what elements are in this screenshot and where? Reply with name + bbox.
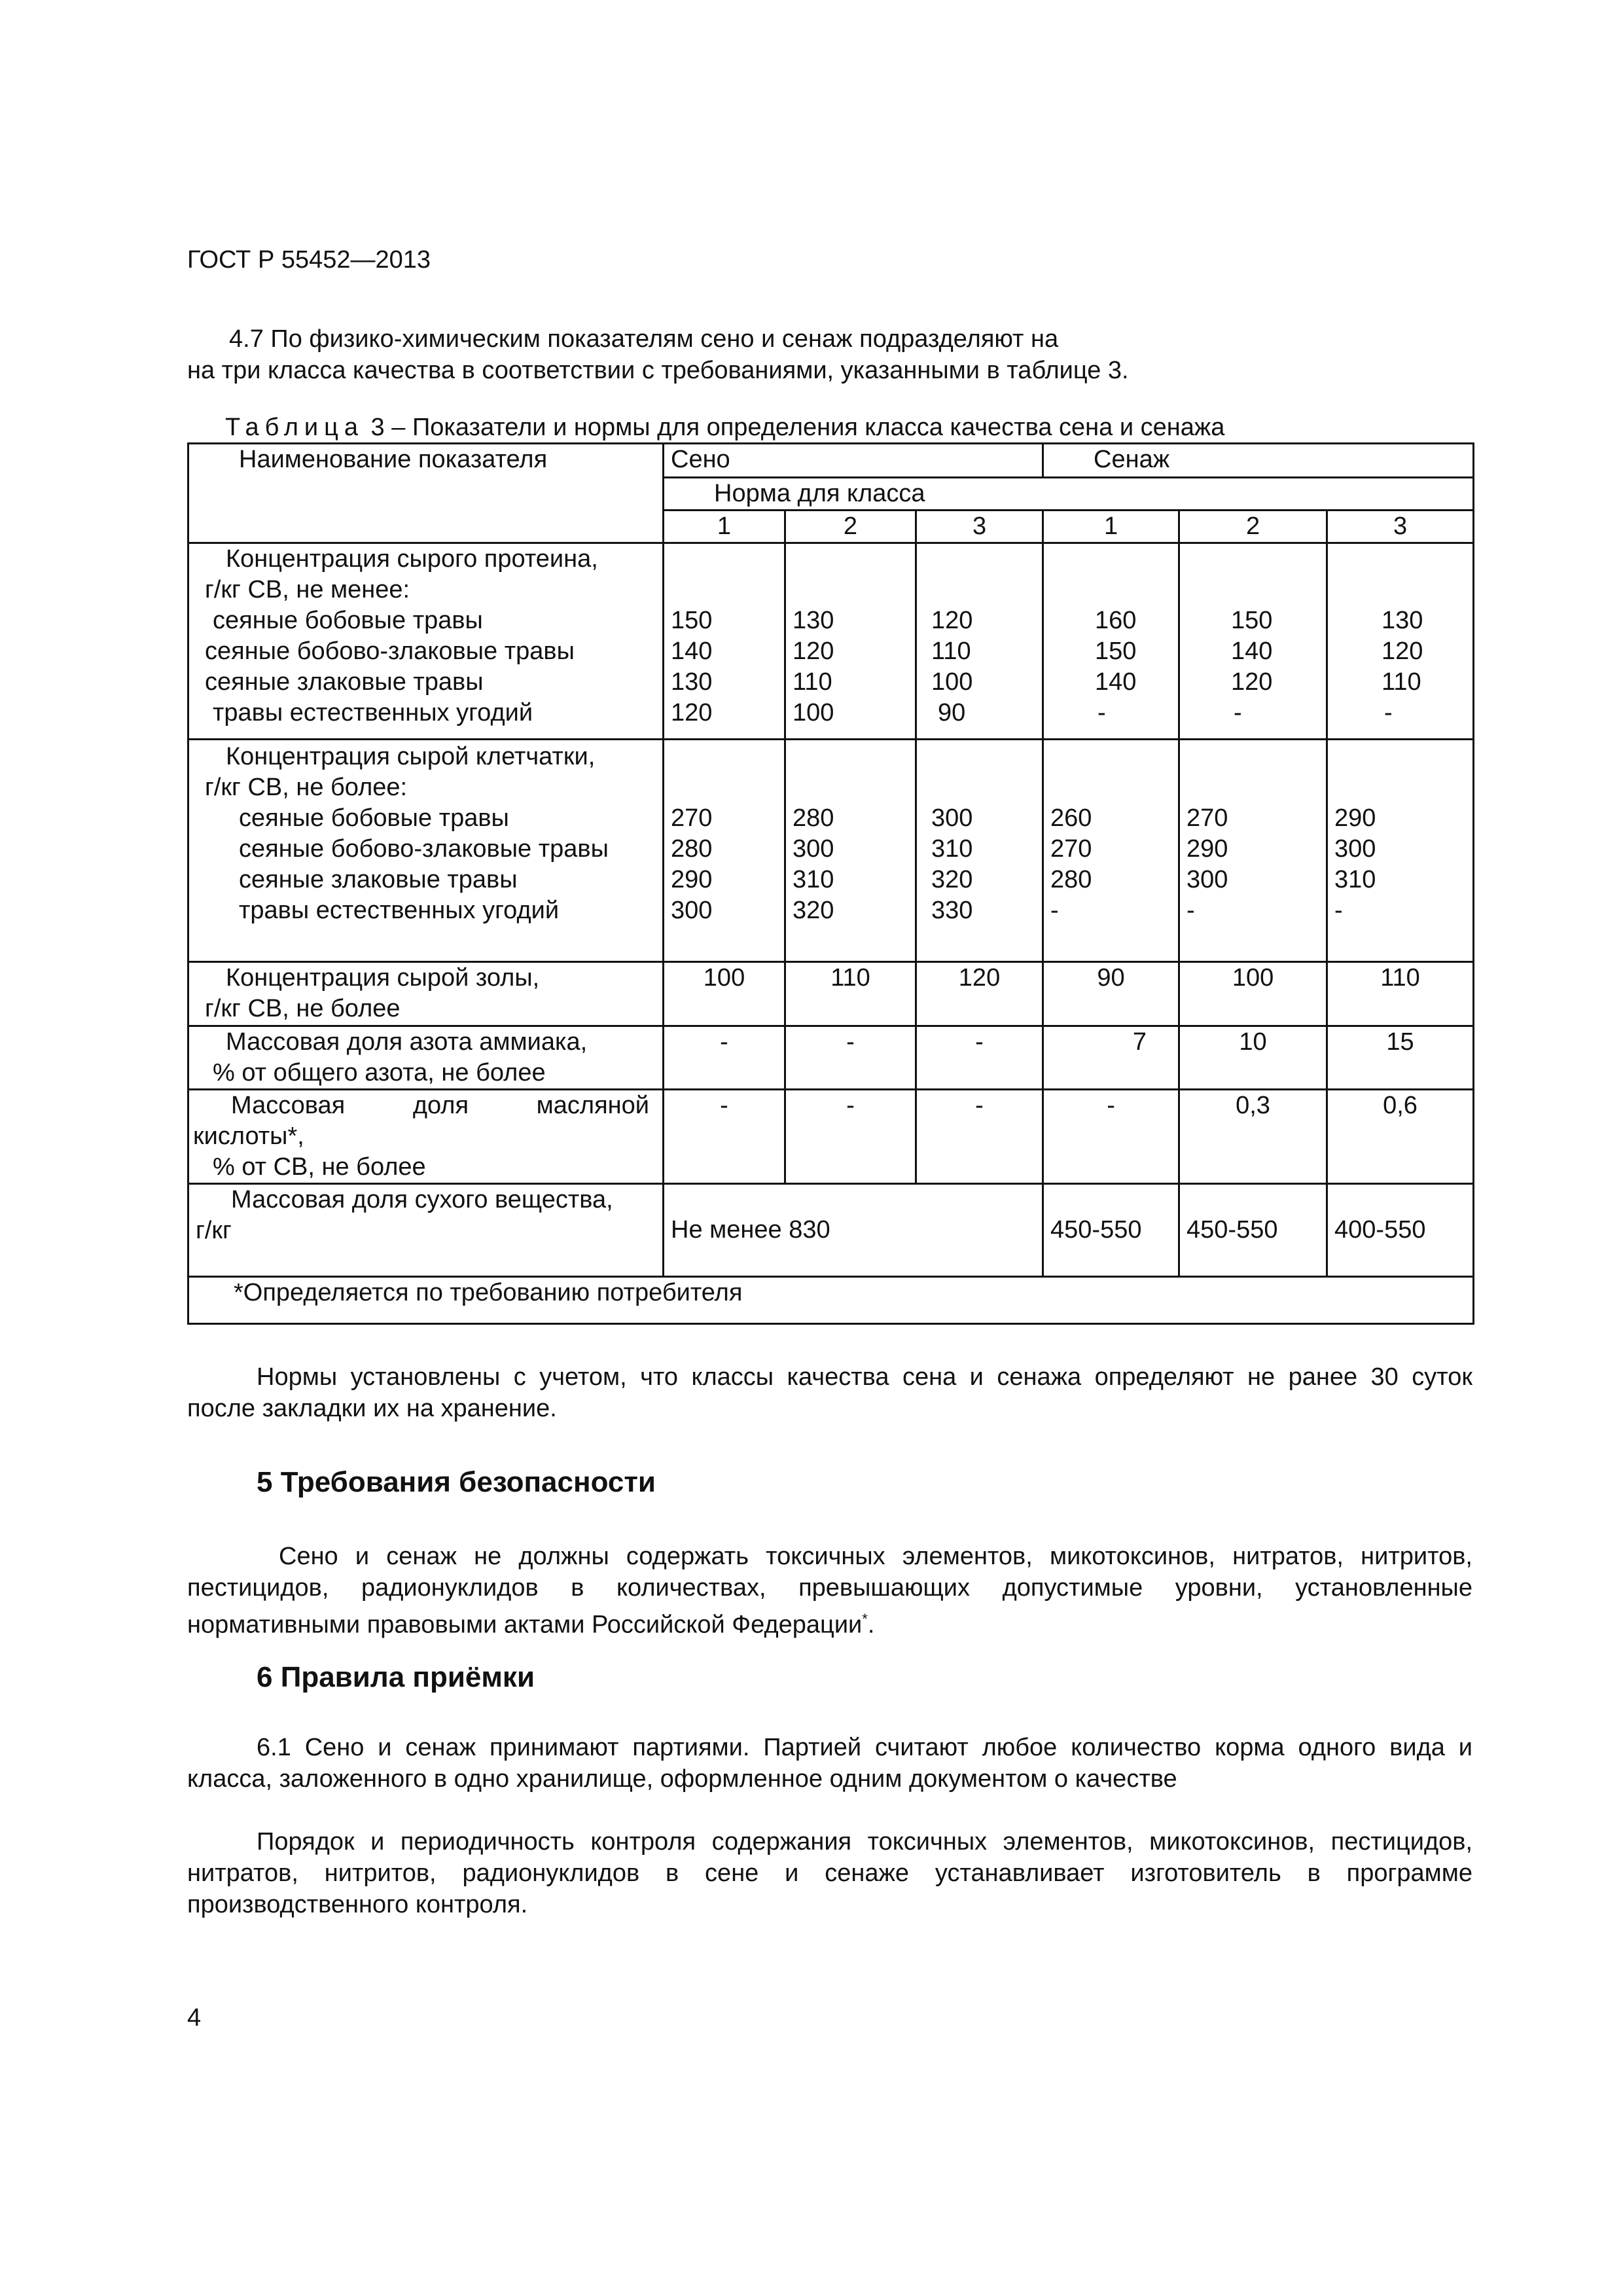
header-class-number: 1 bbox=[664, 511, 785, 543]
paragraph-line: Нормы установлены с учетом, что классы качества сена и сенажа определяют не ранее 30 суток bbox=[257, 1363, 1472, 1391]
value-cell: 260 270 280 - bbox=[1043, 740, 1179, 962]
table-footnote: *Определяется по требованию потребителя bbox=[188, 1277, 1474, 1324]
value-cell: 290 300 310 - bbox=[1327, 740, 1474, 962]
quality-table bbox=[187, 442, 1474, 1325]
paragraph-4-7 bbox=[187, 323, 1267, 386]
paragraph-line: пестицидов, радионуклидов в количествах, превышающих допустимые уровни, установленные bbox=[187, 1574, 1472, 1602]
paragraph-line: класса, заложенного в одно хранилище, оформленное одним документом о качестве bbox=[187, 1765, 1177, 1793]
header-class-number: 1 bbox=[1043, 511, 1179, 543]
indicator-name: Массовая доля масляной кислоты*, % от СВ, не более bbox=[188, 1090, 664, 1184]
header-hay: Сено bbox=[664, 444, 1043, 478]
table-row bbox=[188, 1026, 1474, 1090]
value-cell: 450-550 bbox=[1043, 1184, 1179, 1277]
paragraph-line: на три класса качества в соответствии с требованиями, указанными в таблице 3. bbox=[187, 357, 1129, 384]
value-cell: - bbox=[916, 1026, 1043, 1090]
header-class-number: 2 bbox=[785, 511, 916, 543]
table-caption bbox=[225, 414, 1224, 442]
value-cell: 120 bbox=[916, 962, 1043, 1026]
header-indicator-name: Наименование показателя bbox=[188, 444, 664, 543]
footnote-mark: * bbox=[862, 1611, 868, 1627]
value-cell: Не менее 830 bbox=[664, 1184, 1043, 1277]
table-row bbox=[188, 740, 1474, 962]
table-row bbox=[188, 962, 1474, 1026]
header-haylage: Сенаж bbox=[1043, 444, 1474, 478]
section-6-title: 6 Правила приёмки bbox=[257, 1661, 535, 1693]
value-cell: 0,6 bbox=[1327, 1090, 1474, 1184]
value-cell: 400-550 bbox=[1327, 1184, 1474, 1277]
header-class-number: 3 bbox=[1327, 511, 1474, 543]
indicator-name: Массовая доля азота аммиака, % от общего азота, не более bbox=[188, 1026, 664, 1090]
value-cell: 270 290 300 - bbox=[1179, 740, 1327, 962]
value-cell: 100 bbox=[664, 962, 785, 1026]
section-5-title: 5 Требования безопасности bbox=[257, 1466, 656, 1498]
value-cell: - bbox=[785, 1026, 916, 1090]
value-cell: 15 bbox=[1327, 1026, 1474, 1090]
value-cell: 110 bbox=[785, 962, 916, 1026]
value-cell: 10 bbox=[1179, 1026, 1327, 1090]
value-cell: 90 bbox=[1043, 962, 1179, 1026]
header-class-number: 2 bbox=[1179, 511, 1327, 543]
paragraph-line: 4.7 По физико-химическим показателям сено и сенаж подразделяют на bbox=[229, 325, 1059, 353]
value-cell: - bbox=[664, 1090, 785, 1184]
value-cell: 300 310 320 330 bbox=[916, 740, 1043, 962]
value-cell: 270 280 290 300 bbox=[664, 740, 785, 962]
paragraph-line: Порядок и периодичность контроля содержания токсичных элементов, микотоксинов, пестицидов, bbox=[257, 1828, 1472, 1856]
value-cell: - bbox=[1043, 1090, 1179, 1184]
paragraph-line: 6.1 Сено и сенаж принимают партиями. Партией считают любое количество корма одного вида и bbox=[257, 1734, 1472, 1761]
value-cell: 130 120 110 100 bbox=[785, 543, 916, 740]
table-row bbox=[188, 1090, 1474, 1184]
table-row bbox=[188, 543, 1474, 740]
header-norm-for-class: Норма для класса bbox=[664, 478, 1474, 511]
indicator-name: Концентрация сырой золы, г/кг СВ, не более bbox=[188, 962, 664, 1026]
section-6-paragraph-2 bbox=[187, 1826, 1472, 1920]
value-cell: 120 110 100 90 bbox=[916, 543, 1043, 740]
paragraph-line: производственного контроля. bbox=[187, 1891, 528, 1918]
paragraph-line: нормативными правовыми актами Российской Федерации*. bbox=[187, 1611, 875, 1639]
value-cell: 150 140 120 - bbox=[1179, 543, 1327, 740]
value-cell: 7 bbox=[1043, 1026, 1179, 1090]
paragraph-norms bbox=[187, 1361, 1472, 1424]
paragraph-line: после закладки их на хранение. bbox=[187, 1395, 557, 1422]
value-cell: - bbox=[785, 1090, 916, 1184]
header-class-number: 3 bbox=[916, 511, 1043, 543]
document-header: ГОСТ Р 55452—2013 bbox=[187, 246, 431, 274]
value-cell: 0,3 bbox=[1179, 1090, 1327, 1184]
value-cell: 110 bbox=[1327, 962, 1474, 1026]
value-cell: 100 bbox=[1179, 962, 1327, 1026]
value-cell: 130 120 110 - bbox=[1327, 543, 1474, 740]
value-cell: - bbox=[664, 1026, 785, 1090]
table-caption-word: Таблица bbox=[225, 414, 364, 441]
value-cell: - bbox=[916, 1090, 1043, 1184]
value-cell: 160 150 140 - bbox=[1043, 543, 1179, 740]
paragraph-line: нитратов, нитритов, радионуклидов в сене и сенаже устанавливает изготовитель в программе bbox=[187, 1859, 1472, 1887]
value-cell: 280 300 310 320 bbox=[785, 740, 916, 962]
value-cell: 450-550 bbox=[1179, 1184, 1327, 1277]
section-6-1-paragraph bbox=[187, 1732, 1472, 1795]
table-row bbox=[188, 1184, 1474, 1277]
indicator-name: Концентрация сырого протеина, г/кг СВ, не менее: сеяные бобовые травы сеяные бобово-злаковые травы сеяные злаковые травы травы естественных угодий bbox=[188, 543, 664, 740]
table-caption-text: 3 – Показатели и нормы для определения класса качества сена и сенажа bbox=[364, 414, 1225, 441]
page-number: 4 bbox=[187, 2004, 202, 2032]
indicator-name: Массовая доля сухого вещества, г/кг bbox=[188, 1184, 664, 1277]
paragraph-line: Сено и сенаж не должны содержать токсичных элементов, микотоксинов, нитратов, нитритов, bbox=[279, 1543, 1472, 1570]
value-cell: 150 140 130 120 bbox=[664, 543, 785, 740]
indicator-name: Концентрация сырой клетчатки, г/кг СВ, не более: сеяные бобовые травы сеяные бобово-злаковые травы сеяные злаковые травы травы естественных угодий bbox=[188, 740, 664, 962]
section-5-paragraph bbox=[187, 1541, 1472, 1641]
